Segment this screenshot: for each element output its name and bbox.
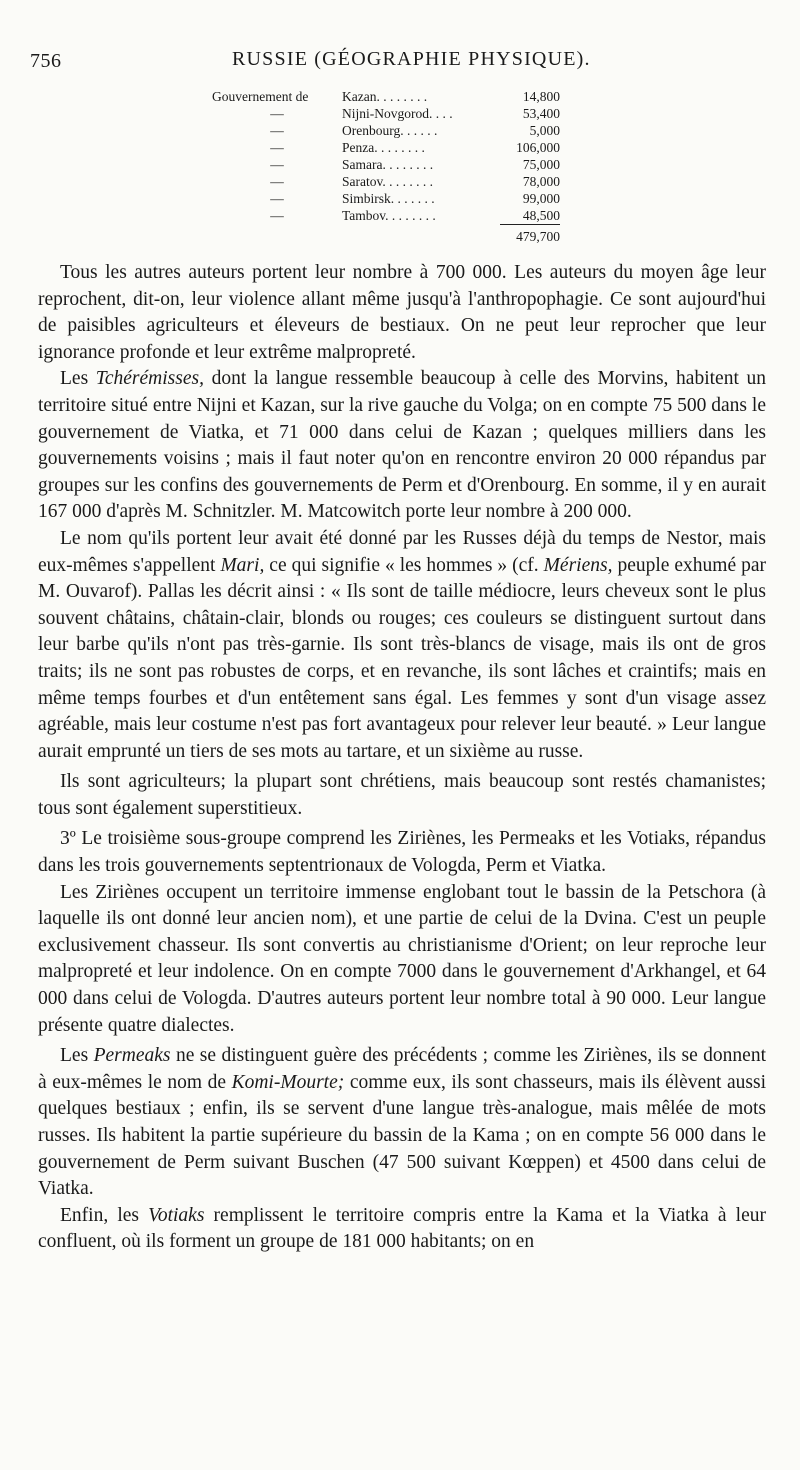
page-number: 756 <box>30 50 62 72</box>
table-row <box>212 156 560 173</box>
table-row <box>212 207 560 225</box>
text-run: Les Ziriènes occupent un territoire immense englobant tout le bassin de la Petschora (à laquelle ils ont donné leur ancien nom), et une partie de celui de la Dvina. C'est un peuple exclusivement chasseur. Ils sont convertis au christianisme d'Orient; on leur reproche leur malpropreté et leur indolence. On en compte 7000 dans le gouvernement d'Arkhangel, et 64 000 dans celui de Vologda. D'autres auteurs portent leur nombre total à 90 000. Leur langue présente quatre dialectes. <box>38 881 766 1036</box>
emphasized-term: Permeaks <box>93 1045 171 1067</box>
emphasized-term: Tchérémisses, <box>95 368 204 390</box>
ditto-dash: — <box>270 157 284 172</box>
table-row <box>212 122 560 139</box>
text-run: Le nom qu'ils portent leur avait été donné par les Russes déjà du temps de Nestor, mais eux-mêmes s'appellent <box>38 527 766 576</box>
government-name: Simbirsk. . . . . . . <box>342 191 435 206</box>
text-run: comme eux, ils sont chasseurs, mais ils élèvent aussi quelques bestiaux ; enfin, ils se servent d'une langue très-analogue, mais mêlée de mots russes. Ils habitent la partie supérieure du bassin de la Kama ; on en compte 56 000 dans le gouvernement de Perm suivant Buschen (47 500 suivant Kœppen) et 4500 dans celui de Viatka. <box>38 1071 766 1200</box>
population-value: 53,400 <box>522 106 560 121</box>
population-value: 14,800 <box>522 89 560 104</box>
text-run: Enfin, les <box>60 1204 149 1226</box>
ditto-dash: — <box>270 174 284 189</box>
table-row <box>212 88 560 105</box>
population-value: 5,000 <box>529 123 560 138</box>
government-name: Saratov. . . . . . . . <box>342 174 433 189</box>
body-text <box>38 260 766 1256</box>
government-name: Kazan. . . . . . . . <box>342 89 428 104</box>
paragraph <box>38 366 766 526</box>
text-run: Les <box>60 1045 94 1067</box>
paragraph <box>38 526 766 765</box>
population-value: 106,000 <box>516 140 560 155</box>
emphasized-term: Mériens, <box>543 554 613 576</box>
government-name: Penza. . . . . . . . <box>342 140 425 155</box>
ditto-dash: — <box>270 208 284 224</box>
ditto-dash: — <box>270 123 284 138</box>
text-run: peuple exhumé par M. Ouvarof). Pallas les décrit ainsi : « Ils sont de taille médiocre, leurs cheveux sont le plus souvent châtains, châtain-clair, blonds ou rouges; ces couleurs se distinguent surtout dans leur barbe qu'ils n'ont pas très-garnie. Ils sont très-blancs de visage, mais ils ont de gros traits; ils ne sont pas robustes de corps, et en revanche, ils sont lâches et craintifs; mais en même temps fourbes et d'un entêtement sans égal. Les femmes y sont d'un visage assez agréable, mais leur costume n'est pas fort avantageux pour relever leur beauté. » Leur langue aurait emprunté un tiers de ses mots au tartare, et un sixième au russe. <box>38 554 767 762</box>
government-name: Orenbourg. . . . . . <box>342 123 438 138</box>
table-total-row <box>212 225 560 246</box>
text-run: Les <box>60 368 96 390</box>
table-row <box>212 190 560 207</box>
text-run: Tous les autres auteurs portent leur nombre à 700 000. Les auteurs du moyen âge leur reprochent, dit-on, leur violence allant même jusqu'à l'anthropophagie. Ce sont aujourd'hui de paisibles agriculteurs et éleveurs de bestiaux. On ne peut leur reprocher que leur ignorance profonde et leur extrême malpropreté. <box>38 262 766 363</box>
emphasized-term: Komi-Mourte; <box>231 1071 345 1093</box>
government-name: Nijni-Novgorod. . . . <box>342 106 453 121</box>
population-value: 75,000 <box>522 157 560 172</box>
government-name: Samara. . . . . . . . <box>342 157 434 172</box>
table-row <box>212 139 560 156</box>
table-row <box>212 105 560 122</box>
text-run: ne se distinguent guère des précédents ; comme les Ziriènes, ils se donnent à eux-mêmes le nom de <box>38 1045 766 1093</box>
text-run: Ils sont agriculteurs; la plupart sont chrétiens, mais beaucoup sont restés chamanistes; tous sont également superstitieux. <box>38 771 766 819</box>
paragraph <box>38 826 766 879</box>
paragraph <box>38 1043 766 1203</box>
population-value: 78,000 <box>522 174 560 189</box>
paragraph <box>38 1203 766 1256</box>
text-run: ce qui signifie « les hommes » (cf. <box>264 554 544 576</box>
emphasized-term: Mari, <box>220 554 265 576</box>
ditto-dash: — <box>270 191 284 206</box>
text-run: 3º Le troisième sous-groupe comprend les Ziriènes, les Permeaks et les Votiaks, répandus dans les trois gouvernements septentrionaux de Vologda, Perm et Viatka. <box>38 828 766 877</box>
paragraph <box>38 880 766 1040</box>
population-value: 99,000 <box>522 191 560 206</box>
population-total: 479,700 <box>500 225 560 246</box>
running-head: RUSSIE (GÉOGRAPHIE PHYSIQUE). <box>232 48 591 70</box>
government-name: Tambov. . . . . . . . <box>342 208 436 224</box>
ditto-dash: — <box>270 140 284 155</box>
population-table <box>212 88 560 245</box>
text-run: remplissent le territoire compris entre la Kama et la Viatka à leur confluent, où ils forment un groupe de 181 000 habitants; on en <box>38 1204 767 1253</box>
ditto-dash: — <box>270 106 284 121</box>
text-run: dont la langue ressemble beaucoup à celle des Morvins, habitent un territoire situé entre Nijni et Kazan, sur la rive gauche du Volga; on en compte 75 500 dans le gouvernement de Viatka, et 71 000 dans celui de Kazan ; quelques milliers dans les gouvernements voisins ; mais il faut noter qu'on en rencontre environ 20 000 répandus par groupes sur les confins des gouvernements de Perm et d'Orenbourg. En somme, il y en aurait 167 000 d'après M. Schnitzler. M. Matcowitch porte leur nombre à 200 000. <box>38 368 767 523</box>
emphasized-term: Votiaks <box>148 1204 205 1226</box>
paragraph <box>38 260 766 366</box>
paragraph <box>38 769 766 822</box>
table-row <box>212 173 560 190</box>
table-lead-label: Gouvernement de <box>212 89 309 104</box>
population-value: 48,500 <box>522 208 560 223</box>
